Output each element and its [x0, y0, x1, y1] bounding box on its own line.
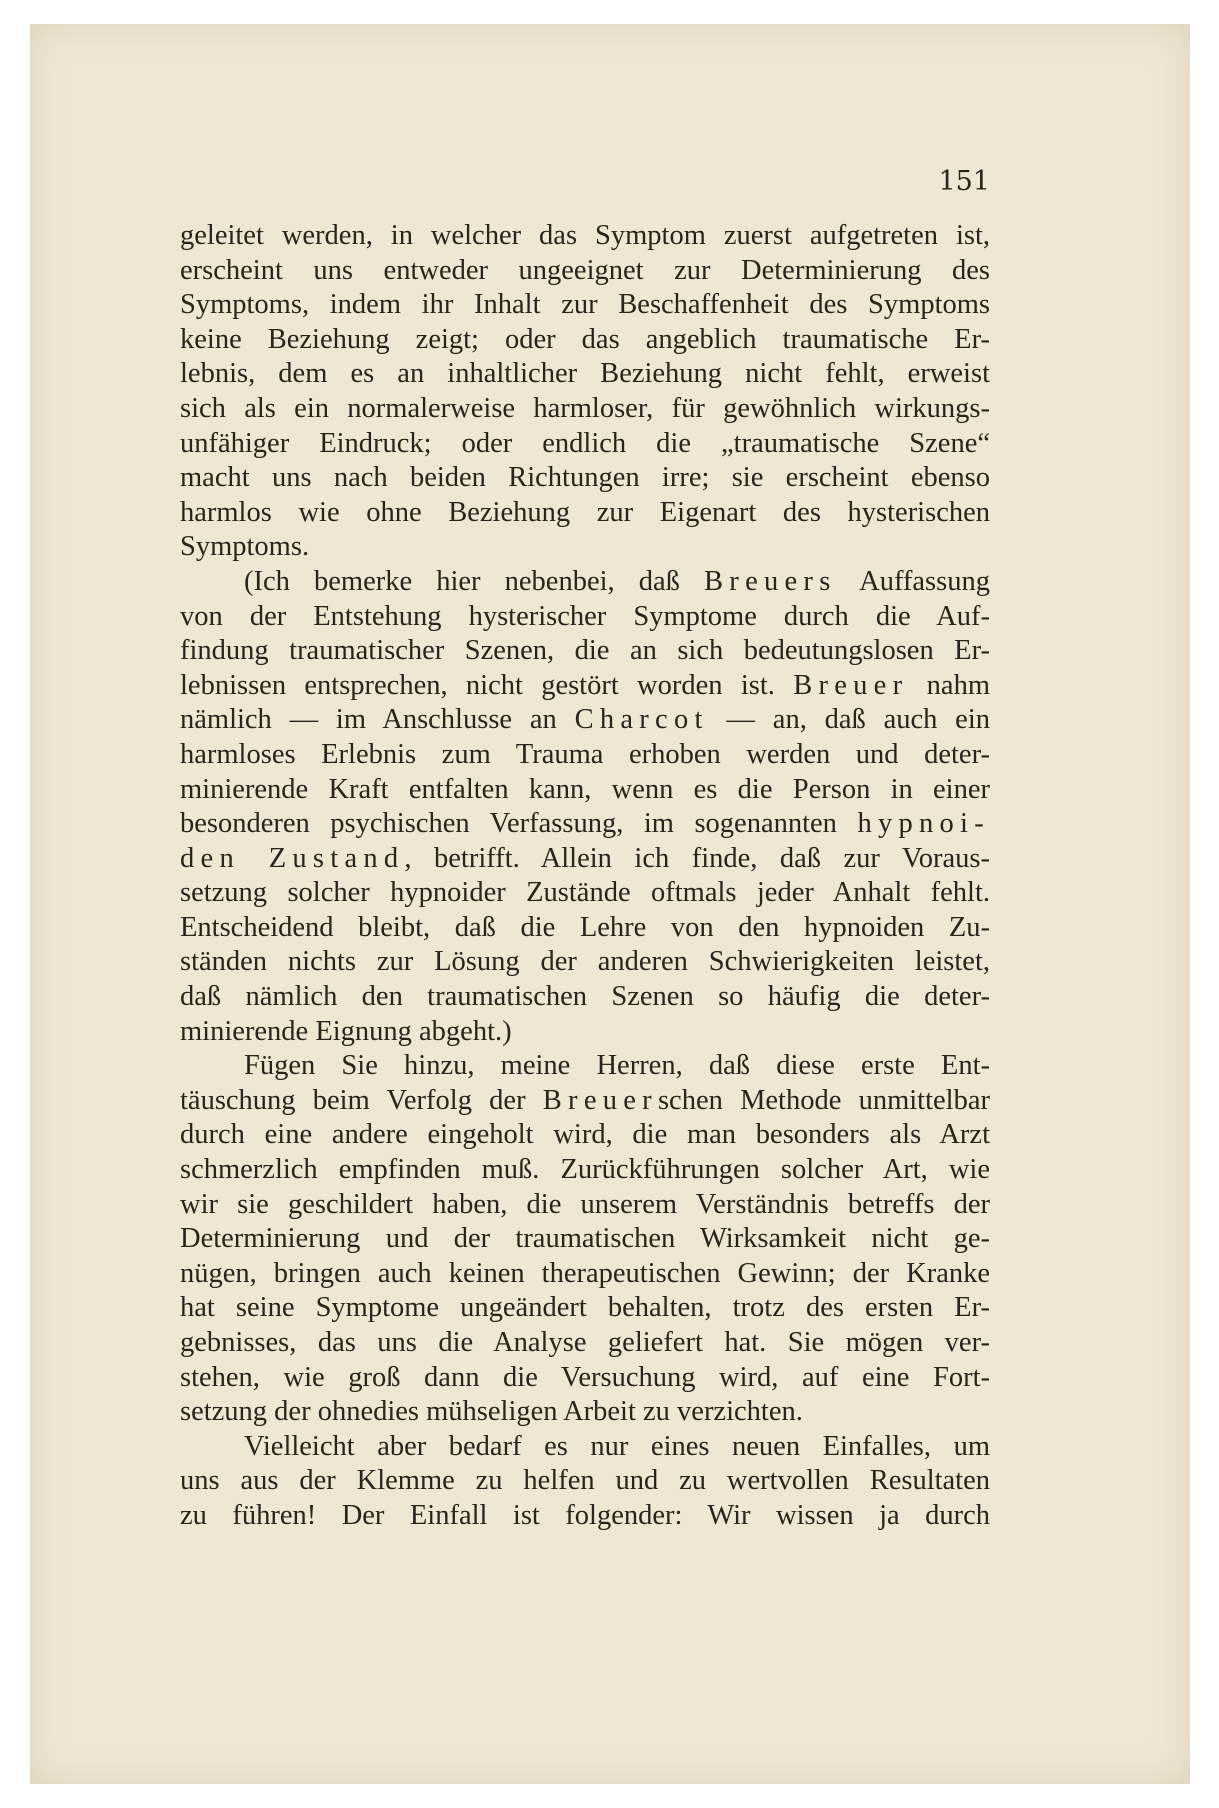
text-line: schmerzlich empfinden muß. Zurückführungen solcher Art, wie — [180, 1154, 990, 1186]
text-line: nämlich — im Anschlusse an Charcot — an, daß auch ein — [180, 704, 991, 736]
text-line: minierende Kraft entfalten kann, wenn es die Person in einer — [180, 773, 990, 805]
text-line: von der Entstehung hysterischer Symptome durch die Auf- — [180, 600, 990, 632]
text-line: gebnisses, das uns die Analyse geliefert hat. Sie mögen ver- — [180, 1327, 990, 1358]
text-line: harmlos wie ohne Beziehung zur Eigenart des hysterischen — [180, 496, 990, 528]
text-line: besonderen psychischen Verfassung, im sogenannten hypnoi- — [180, 808, 990, 840]
text-line: keine Beziehung zeigt; oder das angeblich traumatische Er- — [180, 323, 990, 355]
text-line: setzung der ohnedies mühseligen Arbeit zu verzichten. — [180, 1396, 803, 1428]
text-line: daß nämlich den traumatischen Szenen so häufig die deter- — [180, 981, 990, 1013]
text-line: stehen, wie groß dann die Versuchung wird, auf eine Fort- — [180, 1361, 990, 1393]
text-line: Determinierung und der traumatischen Wirksamkeit nicht ge- — [180, 1223, 990, 1255]
text-line: findung traumatischer Szenen, die an sich bedeutungslosen Er- — [180, 635, 990, 667]
text-line: täuschung beim Verfolg der Breuerschen Methode unmittelbar — [180, 1084, 990, 1116]
text-line: sich als ein normalerweise harmloser, für gewöhnlich wirkungs- — [180, 392, 990, 424]
text-line: den Zustand, betrifft. Allein ich finde, daß zur Voraus- — [180, 842, 990, 874]
text-line: lebnis, dem es an inhaltlicher Beziehung nicht fehlt, erweist — [180, 358, 990, 390]
page-number: 151 — [938, 166, 990, 197]
text-line: Symptoms. — [180, 531, 310, 563]
text-line: uns aus der Klemme zu helfen und zu wertvollen Resultaten — [180, 1465, 990, 1497]
text-line: minierende Eignung abgeht.) — [180, 1015, 512, 1047]
text-line: erscheint uns entweder ungeeignet zur Determinierung des — [180, 254, 990, 286]
page-sheet — [30, 24, 1190, 1784]
text-line: geleitet werden, in welcher das Symptom zuerst aufgetreten ist, — [180, 220, 990, 251]
text-line: wir sie geschildert haben, die unserem Verständnis betreffs der — [180, 1188, 990, 1220]
text-line: nügen, bringen auch keinen therapeutischen Gewinn; der Kranke — [180, 1257, 990, 1289]
text-line: Vielleicht aber bedarf es nur eines neuen Einfalles, um — [244, 1430, 990, 1462]
text-line: Entscheidend bleibt, daß die Lehre von den hypnoiden Zu- — [180, 911, 990, 943]
text-line: lebnissen entsprechen, nicht gestört worden ist. Breuer nahm — [180, 669, 990, 701]
text-line: unfähiger Eindruck; oder endlich die „traumatische Szene“ — [180, 427, 990, 459]
text-line: setzung solcher hypnoider Zustände oftmals jeder Anhalt fehlt. — [180, 877, 990, 909]
text-line: (Ich bemerke hier nebenbei, daß Breuers Auffassung — [244, 565, 990, 597]
text-line: ständen nichts zur Lösung der anderen Schwierigkeiten leistet, — [180, 946, 990, 978]
body-text — [180, 219, 990, 1534]
text-line: zu führen! Der Einfall ist folgender: Wir wissen ja durch — [180, 1499, 990, 1531]
text-line: Symptoms, indem ihr Inhalt zur Beschaffenheit des Symptoms — [180, 289, 990, 321]
text-line: hat seine Symptome ungeändert behalten, trotz des ersten Er- — [180, 1292, 990, 1324]
text-line: harmloses Erlebnis zum Trauma erhoben werden und deter- — [180, 738, 990, 770]
text-line: macht uns nach beiden Richtungen irre; sie erscheint ebenso — [180, 462, 990, 494]
text-line: Fügen Sie hinzu, meine Herren, daß diese erste Ent- — [244, 1050, 990, 1082]
text-line: durch eine andere eingeholt wird, die man besonders als Arzt — [180, 1119, 990, 1151]
